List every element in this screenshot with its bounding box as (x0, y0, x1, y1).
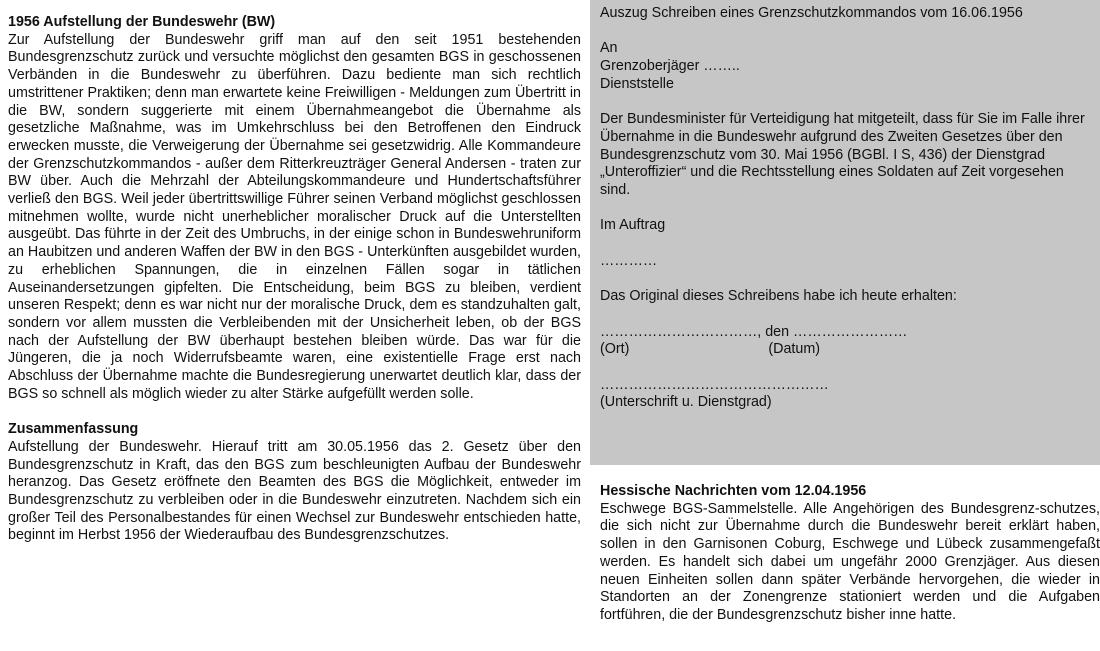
letter-title: Auszug Schreiben eines Grenzschutzkommandos vom 16.06.1956 (600, 5, 1023, 21)
summary-heading: Zusammenfassung (8, 421, 139, 438)
right-column (590, 0, 1100, 623)
left-column (8, 14, 581, 545)
news-excerpt (600, 483, 1100, 625)
spacer (600, 359, 1090, 377)
spacer (600, 306, 1090, 324)
letter-signature-dots: ………… (600, 252, 658, 269)
letter-signature-label: (Unterschrift u. Dienstgrad) (600, 394, 772, 411)
letter-place-date-line: ……………………………, den …………………… (600, 323, 908, 340)
article-heading: 1956 Aufstellung der Bundeswehr (BW) (8, 14, 276, 30)
letter-closing: Im Auftrag (600, 217, 666, 234)
summary-body: Aufstellung der Bundeswehr. Hierauf tritt am 30.05.1956 das 2. Gesetz über den Bundesgrenzschutz in Kraft, das den BGS zum beschleunigten Aufbau der Bundeswehr heranzog. Das Gesetz eröffnete den Beamten des BGS die Möglichkeit, entweder im Bundesgrenzschutz zu verbleiben oder in die Bundeswehr einzutreten. Nachdem sich ein großer Teil des Personalbestandes für einen Wechsel zur Bundeswehr entschieden hatte, beginnt im Herbst 1956 der Wiederaufbau des Bundesgrenzschutzes. (8, 438, 581, 544)
news-heading: Hessische Nachrichten vom 12.04.1956 (600, 483, 867, 499)
spacer (600, 270, 1090, 288)
spacer (600, 23, 1090, 41)
letter-address-office: Dienststelle (600, 75, 674, 92)
letter-place-date-labels: (Ort) (Datum) (600, 341, 821, 358)
news-body: Eschwege BGS-Sammelstelle. Alle Angehörigen des Bundesgrenz-schutzes, die sich nicht zur Übernahme durch die Bundeswehr bereit erklärt haben, sollen in den Garnisonen Coburg, Eschwege und Lübeck zusammengefaßt werden. Es handelt sich dabei um ungefähr 2000 Grenzjäger. Aus diesen neuen Einheiten sollen dann später Verbände hervorgehen, die wieder in Standorten an der Zonengrenze stationiert werden und die Aufgaben fortführen, die der Bundesgrenzschutz bisher inne hatte. (600, 500, 1100, 623)
spacer (8, 403, 581, 421)
letter-signature-line: ………………………………………… (600, 376, 829, 393)
letter-address-recipient: Grenzoberjäger …….. (600, 58, 740, 75)
letter-excerpt-box (590, 0, 1100, 465)
letter-address-to: An (600, 40, 618, 57)
spacer (600, 200, 1090, 218)
article-body: Zur Aufstellung der Bundeswehr griff man auf den seit 1951 bestehenden Bundesgrenzschutz zurück und versuchte möglichst den gesamten BGS in geschossenen Verbänden in die Bundeswehr zu überführen. Dazu bediente man sich rechtlich umstrittener Praktiken; denn man erwartete keine Freiwilligen - Meldungen zum Übertritt in die BW, sondern suggerierte mit einem Übernahmeangebot die Übernahme als gesetzliche Maßnahme, was im Umkehrschluss bei den Betroffenen den Eindruck erwecken musste, die Verweigerung der Übernahme sei gesetzwidrig. Alle Kommandeure der Grenzschutzkommandos - außer dem Ritterkreuzträger General Andersen - traten zur BW über. Auch die Mehrzahl der Abteilungskommandeure und Hundertschaftsführer verließ den BGS. Weil jeder übertrittswillige Führer seinen Verband möglichst geschlossen mitnehmen wollte, wurde nicht unerheblicher moralischer Druck auf die Unterstellten ausgeübt. Das führte in der Zeit des Umbruchs, in der einige schon in Bundeswehruniform an Haubitzen und anderen Waffen der BW in den BGS - Unterkünften ausgebildet wurden, zu erheblichen Spannungen, die in einzelnen Fällen sogar in tätlichen Auseinandersetzungen gipfelten. Die Entscheidung, beim BGS zu bleiben, verdient unseren Respekt; denn es war nicht nur der moralische Druck, dem es standzuhalten galt, sondern vor allem mussten die Verbleibenden mit der Unsicherheit leben, ob der BGS nach der Aufstellung der BW überhaupt bestehen bleiben würde. Das war für die Jüngeren, die ja noch Widerrufsbeamte waren, eine existentielle Frage erst nach Abschluss der Übernahme machte die Bundesregierung unerwartet deutlich klar, dass der BGS so schnell als möglich wieder zu alter Stärke aufgefüllt werden solle. (8, 31, 581, 402)
spacer (600, 94, 1090, 112)
spacer (600, 235, 1090, 253)
letter-receipt-text: Das Original dieses Schreibens habe ich heute erhalten: (600, 288, 957, 305)
letter-body: Der Bundesminister für Verteidigung hat mitgeteilt, dass für Sie im Falle ihrer Übernahme in die Bundeswehr aufgrund des Zweiten Gesetzes über den Bundesgrenzschutz vom 30. Mai 1956 (BGBl. I S, 436) der Dienstgrad „Unteroffizier“ und die Rechtsstellung eines Soldaten auf Zeit vorgesehen sind. (600, 111, 1085, 198)
